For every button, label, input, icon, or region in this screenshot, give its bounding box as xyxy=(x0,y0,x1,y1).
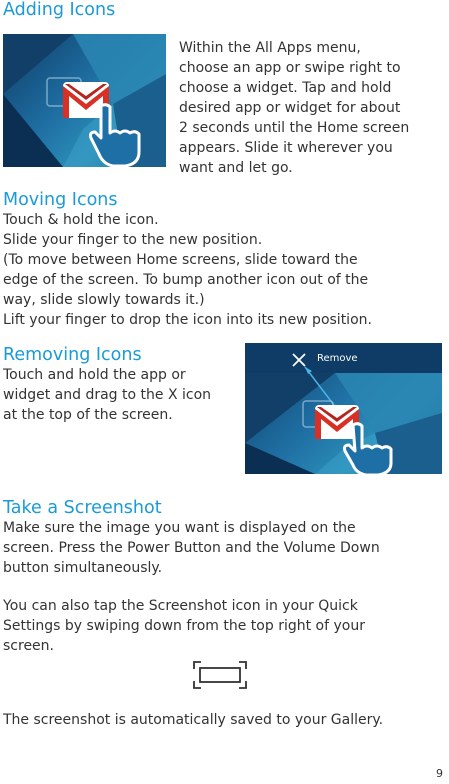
remove-label: Remove xyxy=(317,353,358,364)
section-title-moving-icons: Moving Icons xyxy=(3,190,118,210)
screenshot-line: Make sure the image you want is displayed on the xyxy=(3,520,356,536)
screenshot-icon xyxy=(192,660,248,694)
moving-line: edge of the screen. To bump another icon out of the xyxy=(3,272,369,288)
page-number: 9 xyxy=(436,767,443,780)
section-title-take-screenshot: Take a Screenshot xyxy=(3,498,162,518)
moving-line: Touch & hold the icon. xyxy=(3,212,159,228)
adding-line: Within the All Apps menu, xyxy=(179,40,361,56)
adding-line: choose a widget. Tap and hold xyxy=(179,80,392,96)
moving-line: (To move between Home screens, slide toward the xyxy=(3,252,358,268)
screenshot-text-1 xyxy=(3,518,380,578)
screenshot-line: screen. xyxy=(3,638,54,654)
screenshot-line: Settings by swiping down from the top right of your xyxy=(3,618,365,634)
moving-line: Slide your finger to the new position. xyxy=(3,232,263,248)
screenshot-line: screen. Press the Power Button and the Volume Down xyxy=(3,540,380,556)
moving-line: way, slide slowly towards it.) xyxy=(3,292,205,308)
adding-line: want and let go. xyxy=(179,160,293,176)
removing-icons-illustration xyxy=(245,343,442,474)
screenshot-text-2 xyxy=(3,596,365,656)
screenshot-text-3 xyxy=(3,710,383,730)
adding-line: 2 seconds until the Home screen xyxy=(179,120,410,136)
removing-line: at the top of the screen. xyxy=(3,407,173,423)
screenshot-line: button simultaneously. xyxy=(3,560,163,576)
moving-line: Lift your finger to drop the icon into its new position. xyxy=(3,312,372,328)
removing-icons-text xyxy=(3,365,211,425)
moving-icons-text xyxy=(3,210,372,330)
adding-line: appears. Slide it wherever you xyxy=(179,140,393,156)
adding-line: choose an app or swipe right to xyxy=(179,60,401,76)
section-title-removing-icons: Removing Icons xyxy=(3,345,142,365)
removing-line: Touch and hold the app or xyxy=(3,367,186,383)
adding-line: desired app or widget for about xyxy=(179,100,401,116)
screenshot-line: The screenshot is automatically saved to your Gallery. xyxy=(3,712,384,728)
screenshot-line: You can also tap the Screenshot icon in your Quick xyxy=(3,598,358,614)
adding-icons-illustration xyxy=(3,34,166,167)
section-title-adding-icons: Adding Icons xyxy=(3,0,116,20)
adding-icons-text xyxy=(179,38,409,178)
removing-line: widget and drag to the X icon xyxy=(3,387,212,403)
